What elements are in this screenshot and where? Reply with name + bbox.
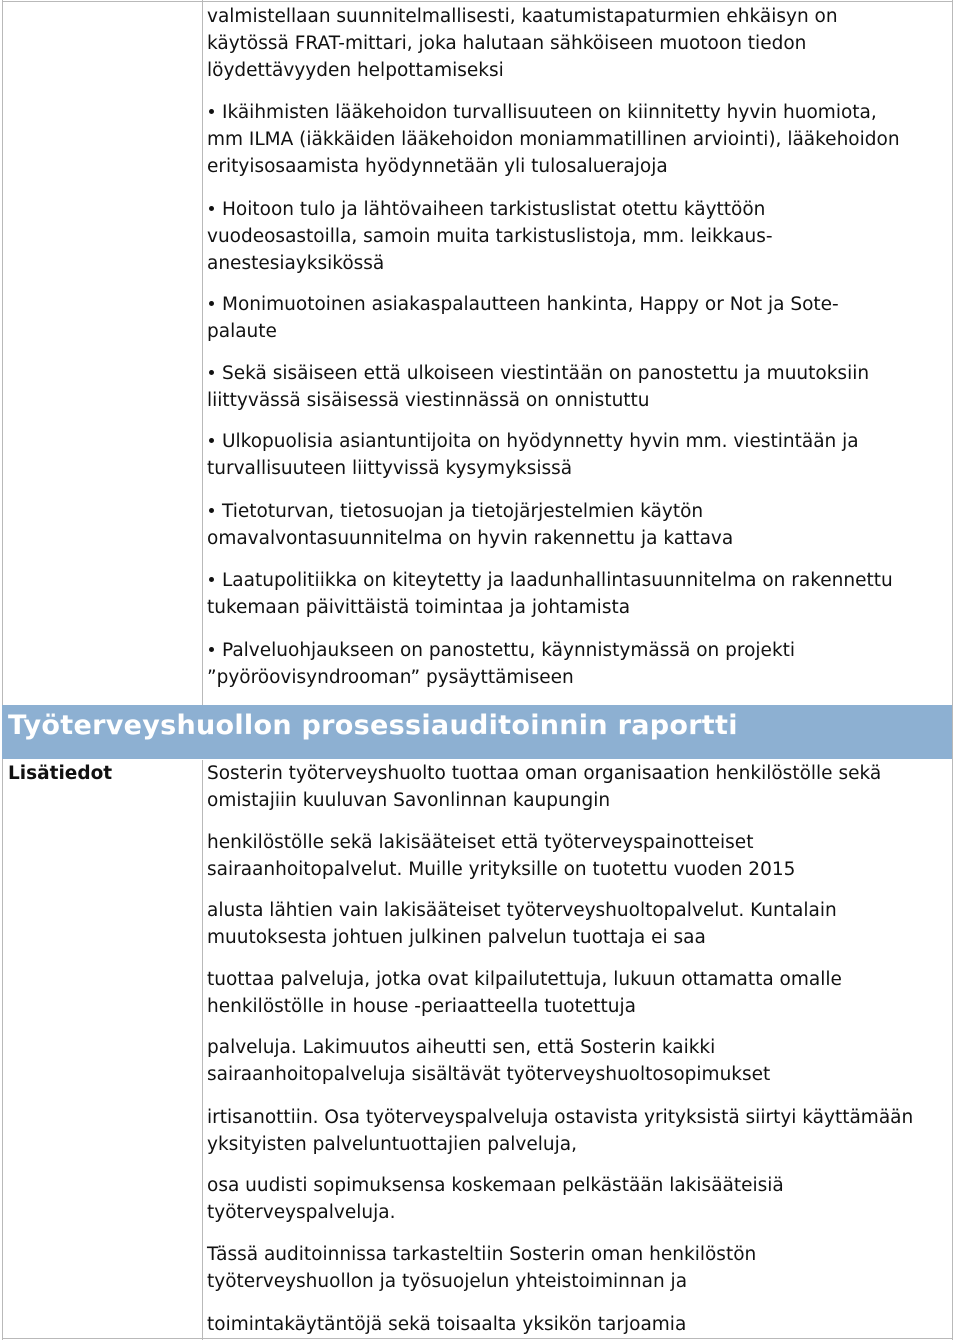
text-line: ”pyöröovisyndrooman” pysäyttämiseen [207,667,574,688]
bullet-item [207,567,952,621]
table-border-top [2,1,953,2]
text-line: Sekä sisäiseen että ulkoiseen viestintään on panostettu ja muutoksiin [207,360,952,387]
text-line: sairaanhoitopalveluja sisältävät työterveyshuoltosopimukset [207,1064,771,1085]
bullet-item [207,196,952,277]
text-line: käytössä FRAT-mittari, joka halutaan sähköiseen muotoon tiedon [207,33,807,54]
text-line: irtisanottiin. Osa työterveyspalveluja ostavista yrityksistä siirtyi käyttämään [207,1107,914,1128]
text-line: Ulkopuolisia asiantuntijoita on hyödynnetty hyvin mm. viestintään ja [207,428,952,455]
text-line: anestesiayksikössä [207,253,385,274]
text-line: työterveyshuollon ja työsuojelun yhteistoiminnan ja [207,1271,688,1292]
text-line: henkilöstölle in house -periaatteella tuotettuja [207,996,636,1017]
text-line: Ikäihmisten lääkehoidon turvallisuuteen on kiinnitetty hyvin huomiota, [207,99,952,126]
text-line: toimintakäytäntöjä sekä toisaalta yksikön tarjoamia [207,1314,687,1335]
text-line: Tässä auditoinnissa tarkasteltiin Sosterin oman henkilöstön [207,1244,757,1265]
bullet-item [207,428,952,482]
text-line: palaute [207,321,277,342]
text-line: Monimuotoinen asiakaspalautteen hankinta, Happy or Not ja Sote- [207,291,952,318]
details-label: Lisätiedot [8,763,113,784]
details-paragraph [207,829,952,883]
table-column-divider [202,760,203,1340]
details-paragraph [207,1172,952,1226]
text-line: Hoitoon tulo ja lähtövaiheen tarkistuslistat otettu käyttöön [207,196,952,223]
text-line: yksityisten palveluntuottajien palveluja, [207,1134,577,1155]
text-line: Tietoturvan, tietosuojan ja tietojärjestelmien käytön [207,498,952,525]
text-line: vuodeosastoilla, samoin muita tarkistuslistoja, mm. leikkaus- [207,226,773,247]
text-line: tuottaa palveluja, jotka ovat kilpailutettuja, lukuun ottamatta omalle [207,969,842,990]
text-line: liittyvässä sisäisessä viestinnässä on onnistuttu [207,390,650,411]
text-line: mm ILMA (iäkkäiden lääkehoidon moniammatillinen arviointi), lääkehoidon [207,129,900,150]
text-line: henkilöstölle sekä lakisääteiset että työterveyspainotteiset [207,832,754,853]
details-paragraph [207,760,952,814]
details-paragraph [207,1311,952,1338]
bullet-item [207,637,952,691]
details-paragraph [207,1104,952,1158]
table-column-divider [202,0,203,705]
text-line: sairaanhoitopalvelut. Muille yrityksille on tuotettu vuoden 2015 [207,859,796,880]
text-line: löydettävyyden helpottamiseksi [207,60,504,81]
details-paragraph [207,1241,952,1295]
text-line: osa uudisti sopimuksensa koskemaan pelkästään lakisääteisiä [207,1175,784,1196]
intro-paragraph [207,3,952,84]
text-line: Sosterin työterveyshuolto tuottaa oman organisaation henkilöstölle sekä [207,763,882,784]
details-paragraph [207,966,952,1020]
text-line: tukemaan päivittäistä toimintaa ja johtamista [207,597,631,618]
bullet-item [207,99,952,180]
text-line: muutoksesta johtuen julkinen palvelun tuottaja ei saa [207,927,706,948]
details-paragraph [207,897,952,951]
details-paragraph [207,1034,952,1088]
table-border-left [2,0,3,1340]
text-line: Laatupolitiikka on kiteytetty ja laadunhallintasuunnitelma on rakennettu [207,567,952,594]
text-line: valmistellaan suunnitelmallisesti, kaatumistapaturmien ehkäisyn on [207,6,838,27]
text-line: työterveyspalveluja. [207,1202,396,1223]
text-line: turvallisuuteen liittyvissä kysymyksissä [207,458,573,479]
text-line: alusta lähtien vain lakisääteiset työterveyshuoltopalvelut. Kuntalain [207,900,837,921]
bullet-item [207,498,952,552]
text-line: erityisosaamista hyödynnetään yli tulosaluerajoja [207,156,668,177]
bullet-item [207,291,952,345]
section-heading: Työterveyshuollon prosessiauditoinnin raportti [8,710,738,741]
text-line: Palveluohjaukseen on panostettu, käynnistymässä on projekti [207,637,952,664]
text-line: palveluja. Lakimuutos aiheutti sen, että Sosterin kaikki [207,1037,716,1058]
bullet-item [207,360,952,414]
text-line: omavalvontasuunnitelma on hyvin rakennettu ja kattava [207,528,734,549]
text-line: omistajiin kuuluvan Savonlinnan kaupungin [207,790,611,811]
table-border-bottom [2,1338,953,1339]
table-border-right [952,0,953,1340]
